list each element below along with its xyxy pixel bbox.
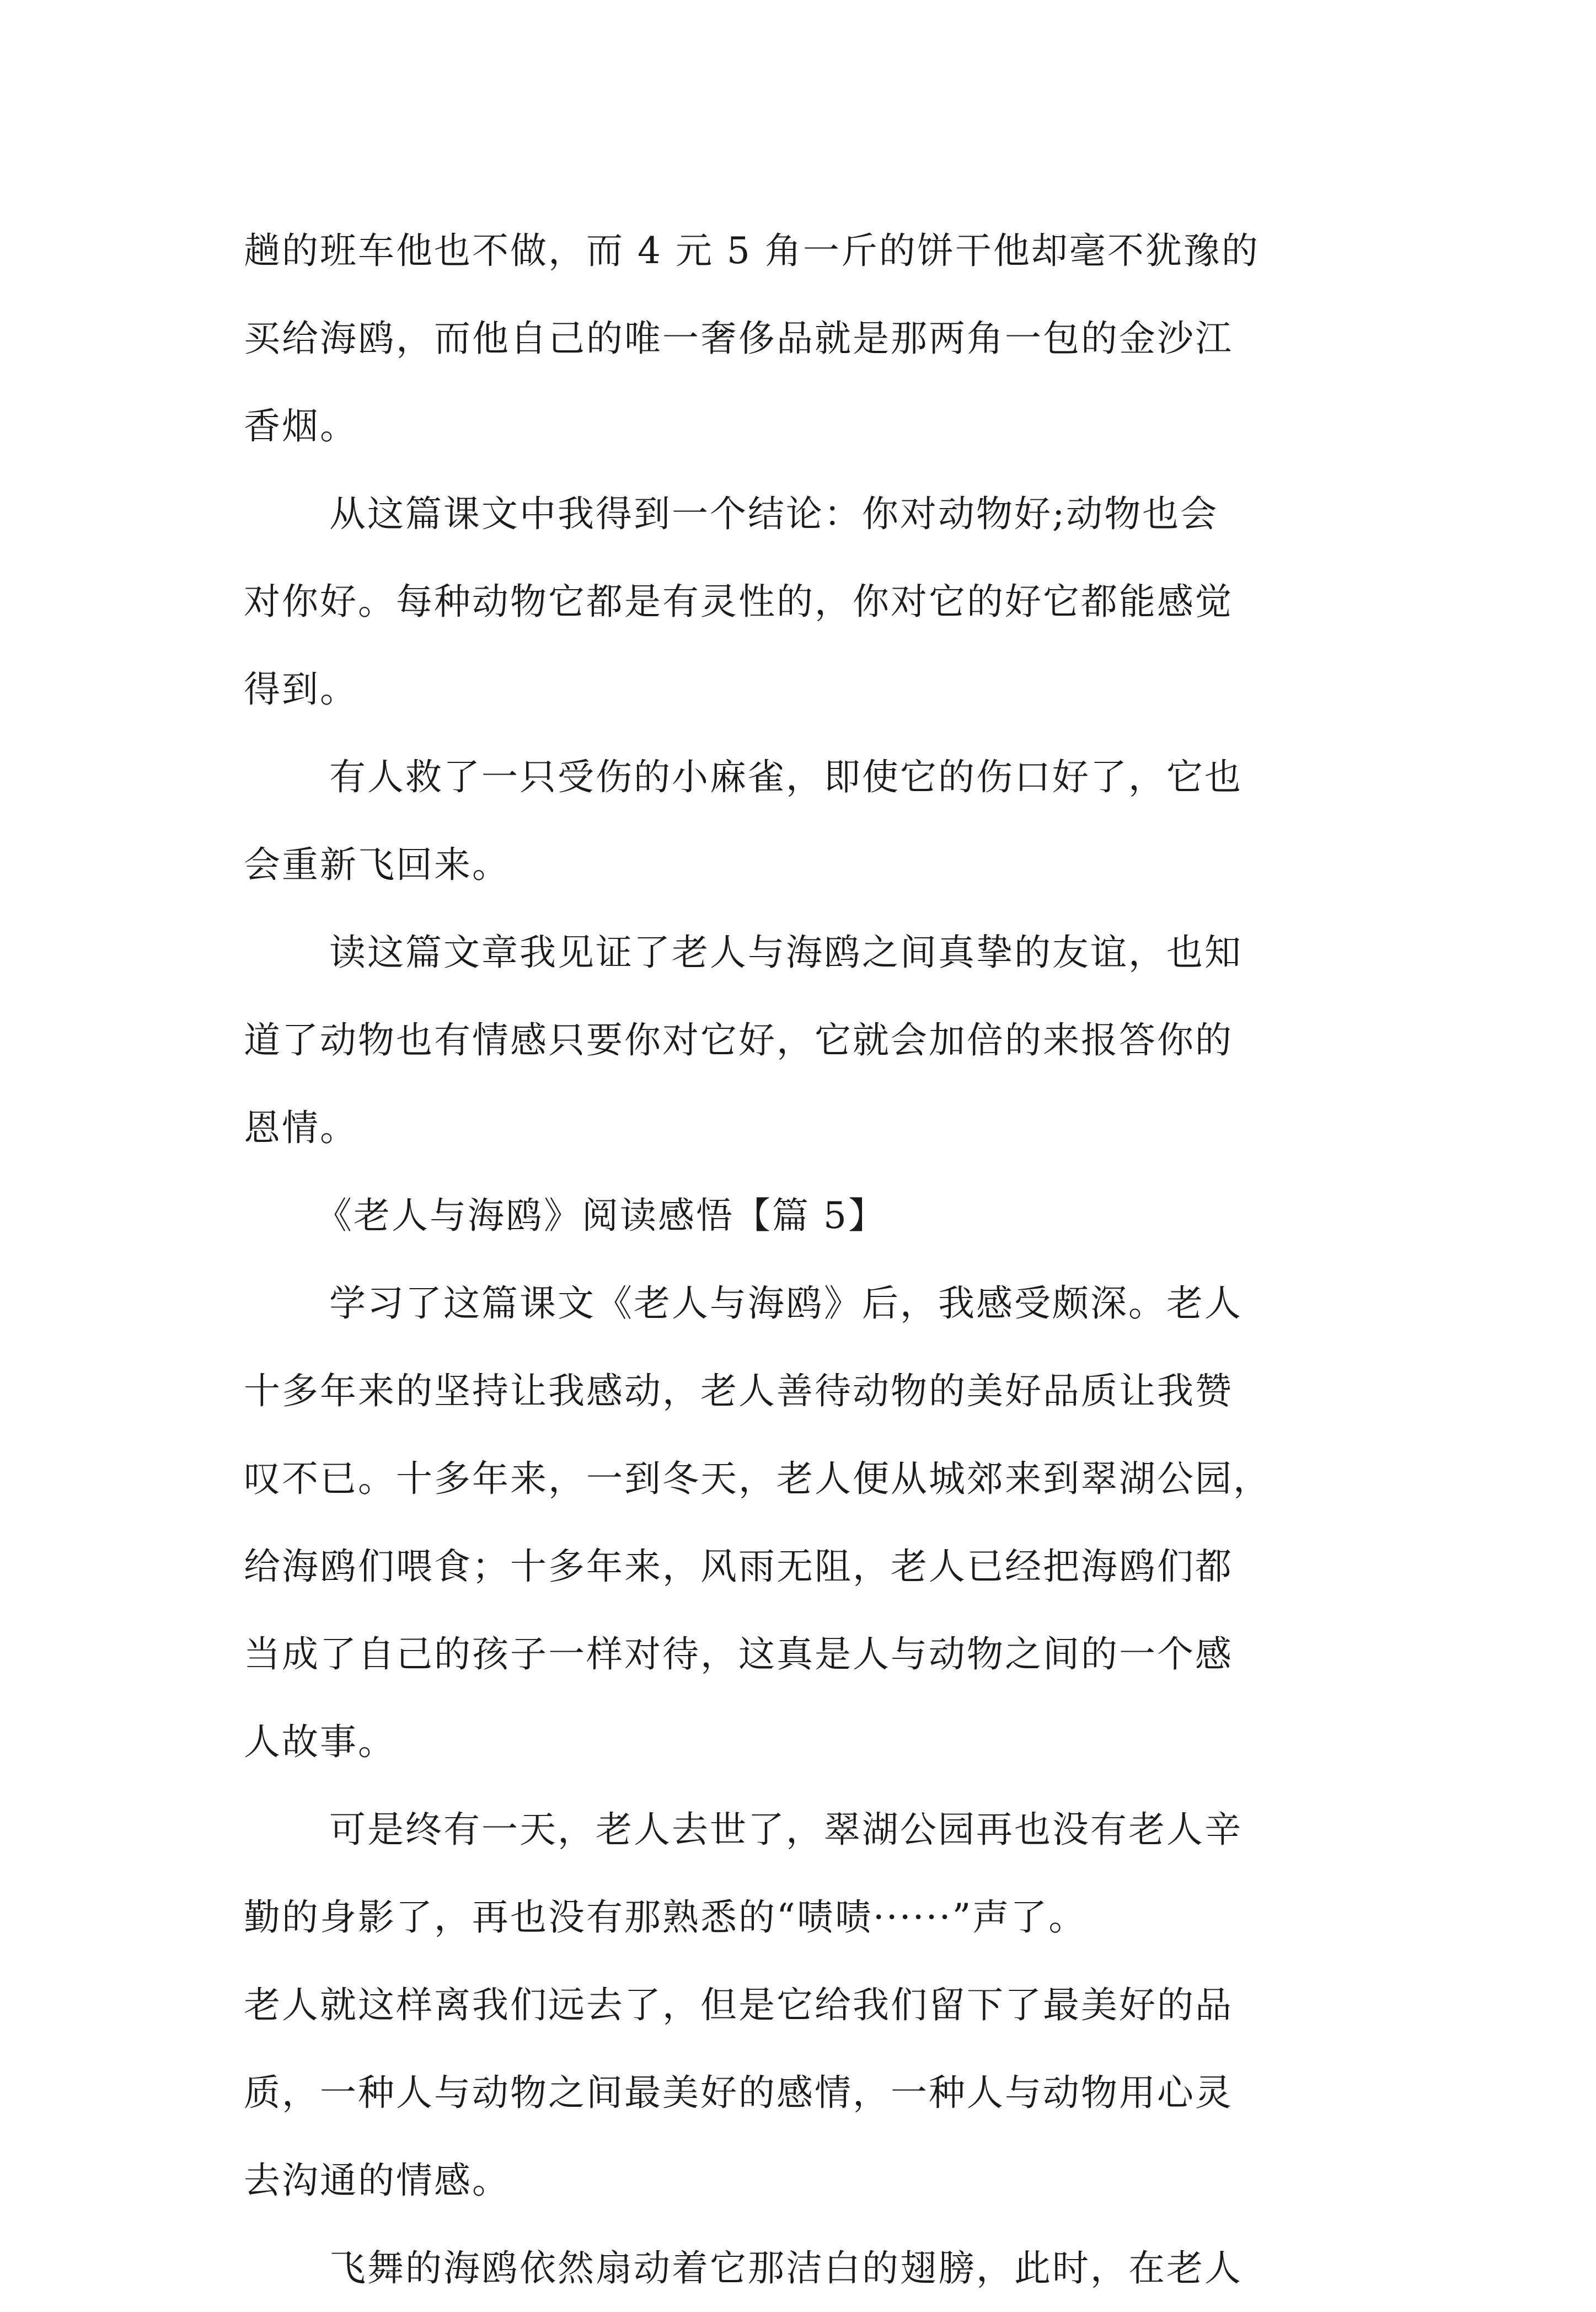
text-line: 得到。	[244, 668, 358, 711]
text-line: 给海鸥们喂食；十多年来，风雨无阻，老人已经把海鸥们都	[244, 1545, 1233, 1588]
text-line: 飞舞的海鸥依然扇动着它那洁白的翅膀，此时，在老人	[329, 2247, 1242, 2289]
text-line: 勤的身影了，再也没有那熟悉的“啧啧······”声了。	[244, 1896, 1087, 1939]
text-line: 恩情。	[244, 1107, 358, 1149]
text-line: 学习了这篇课文《老人与海鸥》后，我感受颇深。老人	[329, 1282, 1242, 1325]
text-line: 香烟。	[244, 405, 358, 447]
text-line: 人故事。	[244, 1721, 396, 1763]
text-line: 叹不已。十多年来，一到冬天，老人便从城郊来到翠湖公园，	[244, 1457, 1271, 1500]
text-line: 有人救了一只受伤的小麻雀，即使它的伤口好了，它也	[329, 756, 1242, 798]
text-line: 质，一种人与动物之间最美好的感情，一种人与动物用心灵	[244, 2071, 1233, 2114]
text-line: 老人就这样离我们远去了，但是它给我们留下了最美好的品	[244, 1984, 1233, 2026]
text-line: 趟的班车他也不做，而 4 元 5 角一斤的饼干他却毫不犹豫的	[244, 229, 1260, 272]
text-line: 当成了自己的孩子一样对待，这真是人与动物之间的一个感	[244, 1633, 1233, 1675]
text-line: 对你好。每种动物它都是有灵性的，你对它的好它都能感觉	[244, 580, 1233, 623]
text-line: 买给海鸥，而他自己的唯一奢侈品就是那两角一包的金沙江	[244, 317, 1233, 360]
document-body	[244, 207, 1352, 2312]
text-line: 从这篇课文中我得到一个结论：你对动物好;动物也会	[329, 493, 1219, 535]
text-line: 读这篇文章我见证了老人与海鸥之间真挚的友谊，也知	[329, 931, 1242, 974]
text-line: 十多年来的坚持让我感动，老人善待动物的美好品质让我赞	[244, 1370, 1233, 1412]
text-line: 道了动物也有情感只要你对它好，它就会加倍的来报答你的	[244, 1019, 1233, 1061]
section-heading: 《老人与海鸥》阅读感悟【篇 5】	[315, 1194, 886, 1237]
text-line: 去沟通的情感。	[244, 2159, 510, 2202]
text-line: 会重新飞回来。	[244, 843, 510, 886]
text-line: 可是终有一天，老人去世了，翠湖公园再也没有老人辛	[329, 1808, 1242, 1851]
